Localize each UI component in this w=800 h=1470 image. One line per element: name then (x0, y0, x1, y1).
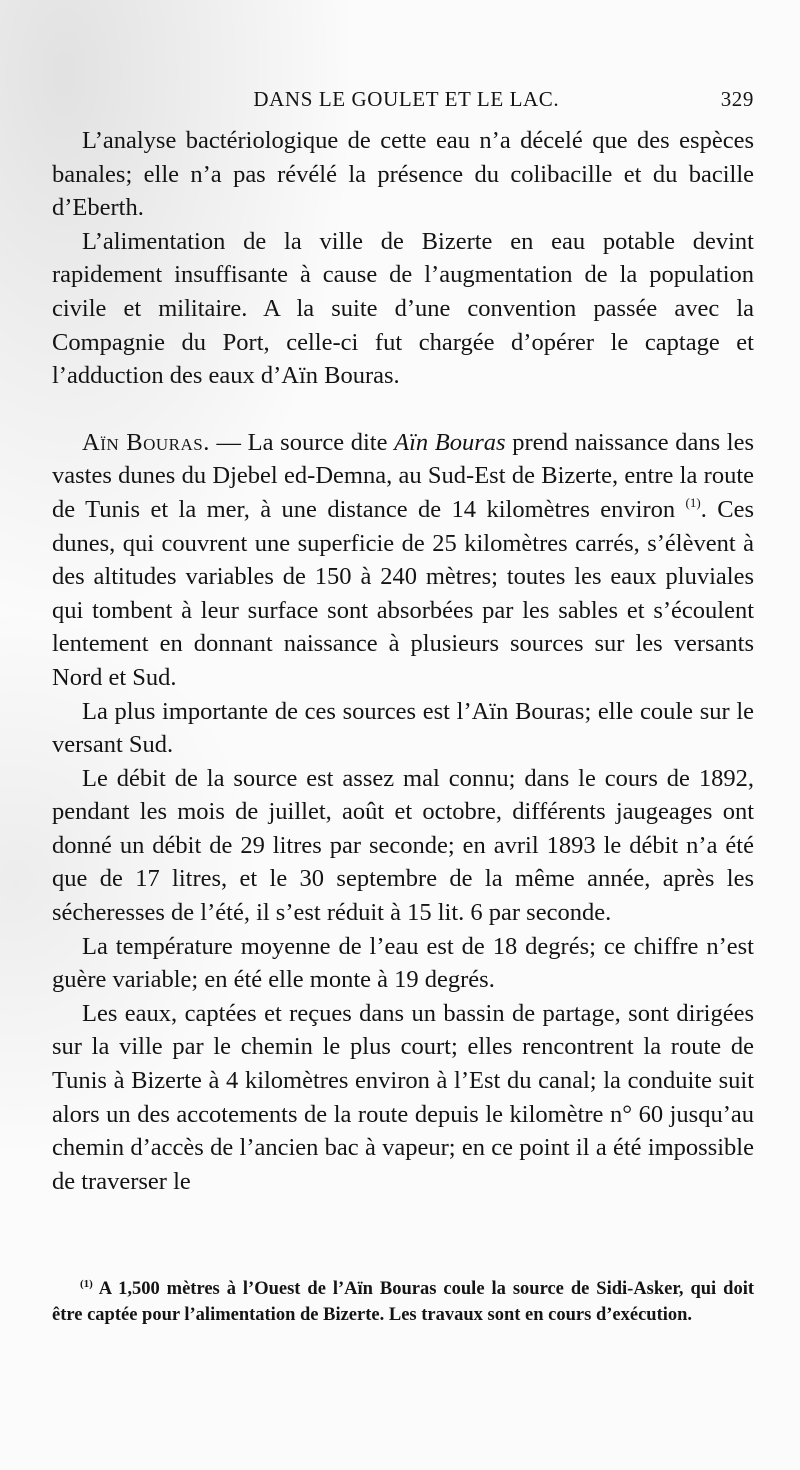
source-name-italic: Aïn Bouras (394, 428, 506, 456)
paragraph-6: La température moyenne de l’eau est de 18 degrés; ce chiffre n’est guère variable; en été elle monte à 19 degrés. (52, 932, 754, 994)
body-text (52, 124, 754, 1198)
paragraph-1: L’analyse bactériologique de cette eau n’a décelé que des espèces banales; elle n’a pas révélé la présence du colibacille et du bacille d’Eberth. (52, 127, 754, 222)
section-heading: Aïn Bouras. (82, 428, 210, 456)
page-number: 329 (720, 86, 754, 111)
footnote-reference: (1) (685, 494, 701, 510)
footnote-text: A 1,500 mètres à l’Ouest de l’Aïn Bouras coule la source de Sidi-Asker, qui doit être captée pour l’alimentation de Bizerte. Les travaux sont en cours d’exécution. (52, 1279, 754, 1325)
running-title: DANS LE GOULET ET LE LAC. (253, 86, 560, 111)
paragraph-4: La plus importante de ces sources est l’Aïn Bouras; elle coule sur le versant Sud. (52, 697, 754, 759)
paragraph-3-dash: — La source dite (209, 428, 395, 456)
paragraph-2: L’alimentation de la ville de Bizerte en eau potable devint rapidement insuffisante à cause de l’augmentation de la population civile et militaire. A la suite d’une convention passée avec la Compagnie du Port, celle-ci fut chargée d’opérer le captage et l’adduction des eaux d’Aïn Bouras. (52, 227, 754, 390)
footnote-paragraph (52, 1276, 754, 1328)
paragraph-5: Le débit de la source est assez mal connu; dans le cours de 1892, pendant les mois de juillet, août et octobre, différents jaugeages ont donné un débit de 29 litres par seconde; en avril 1893 le débit n’a été que de 17 litres, et le 30 septembre de la même année, après les sécheresses de l’été, il s’est réduit à 15 lit. 6 par seconde. (52, 764, 754, 927)
paragraph-3-part-a: prend naissance dans les vastes dunes du Djebel ed-Demna, au Sud-Est de Bizerte, entre la route de Tunis et la mer, à une distance de 14 kilomètres environ (52, 428, 754, 523)
running-header (52, 82, 754, 116)
paragraph-7: Les eaux, captées et reçues dans un bassin de partage, sont dirigées sur la ville par le chemin le plus court; elles rencontrent la route de Tunis à Bizerte à 4 kilomètres environ à l’Est du canal; la conduite suit alors un des accotements de la route depuis le kilomètre n° 60 jusqu’au chemin d’accès de l’ancien bac à vapeur; en ce point il a été impossible de traverser le (52, 999, 754, 1195)
paragraph-ain-bouras (52, 426, 754, 695)
footnote (52, 1276, 754, 1328)
paragraph-3-part-b: . Ces dunes, qui couvrent une superficie de 25 kilomètres carrés, s’élèvent à des altitudes variables de 150 à 240 mètres; toutes les eaux pluviales qui tombent à leur surface sont absorbées par les sables et s’écoulent lentement en donnant naissance à plusieurs sources sur les versants Nord et Sud. (52, 495, 754, 691)
footnote-marker: (1) (80, 1278, 93, 1290)
